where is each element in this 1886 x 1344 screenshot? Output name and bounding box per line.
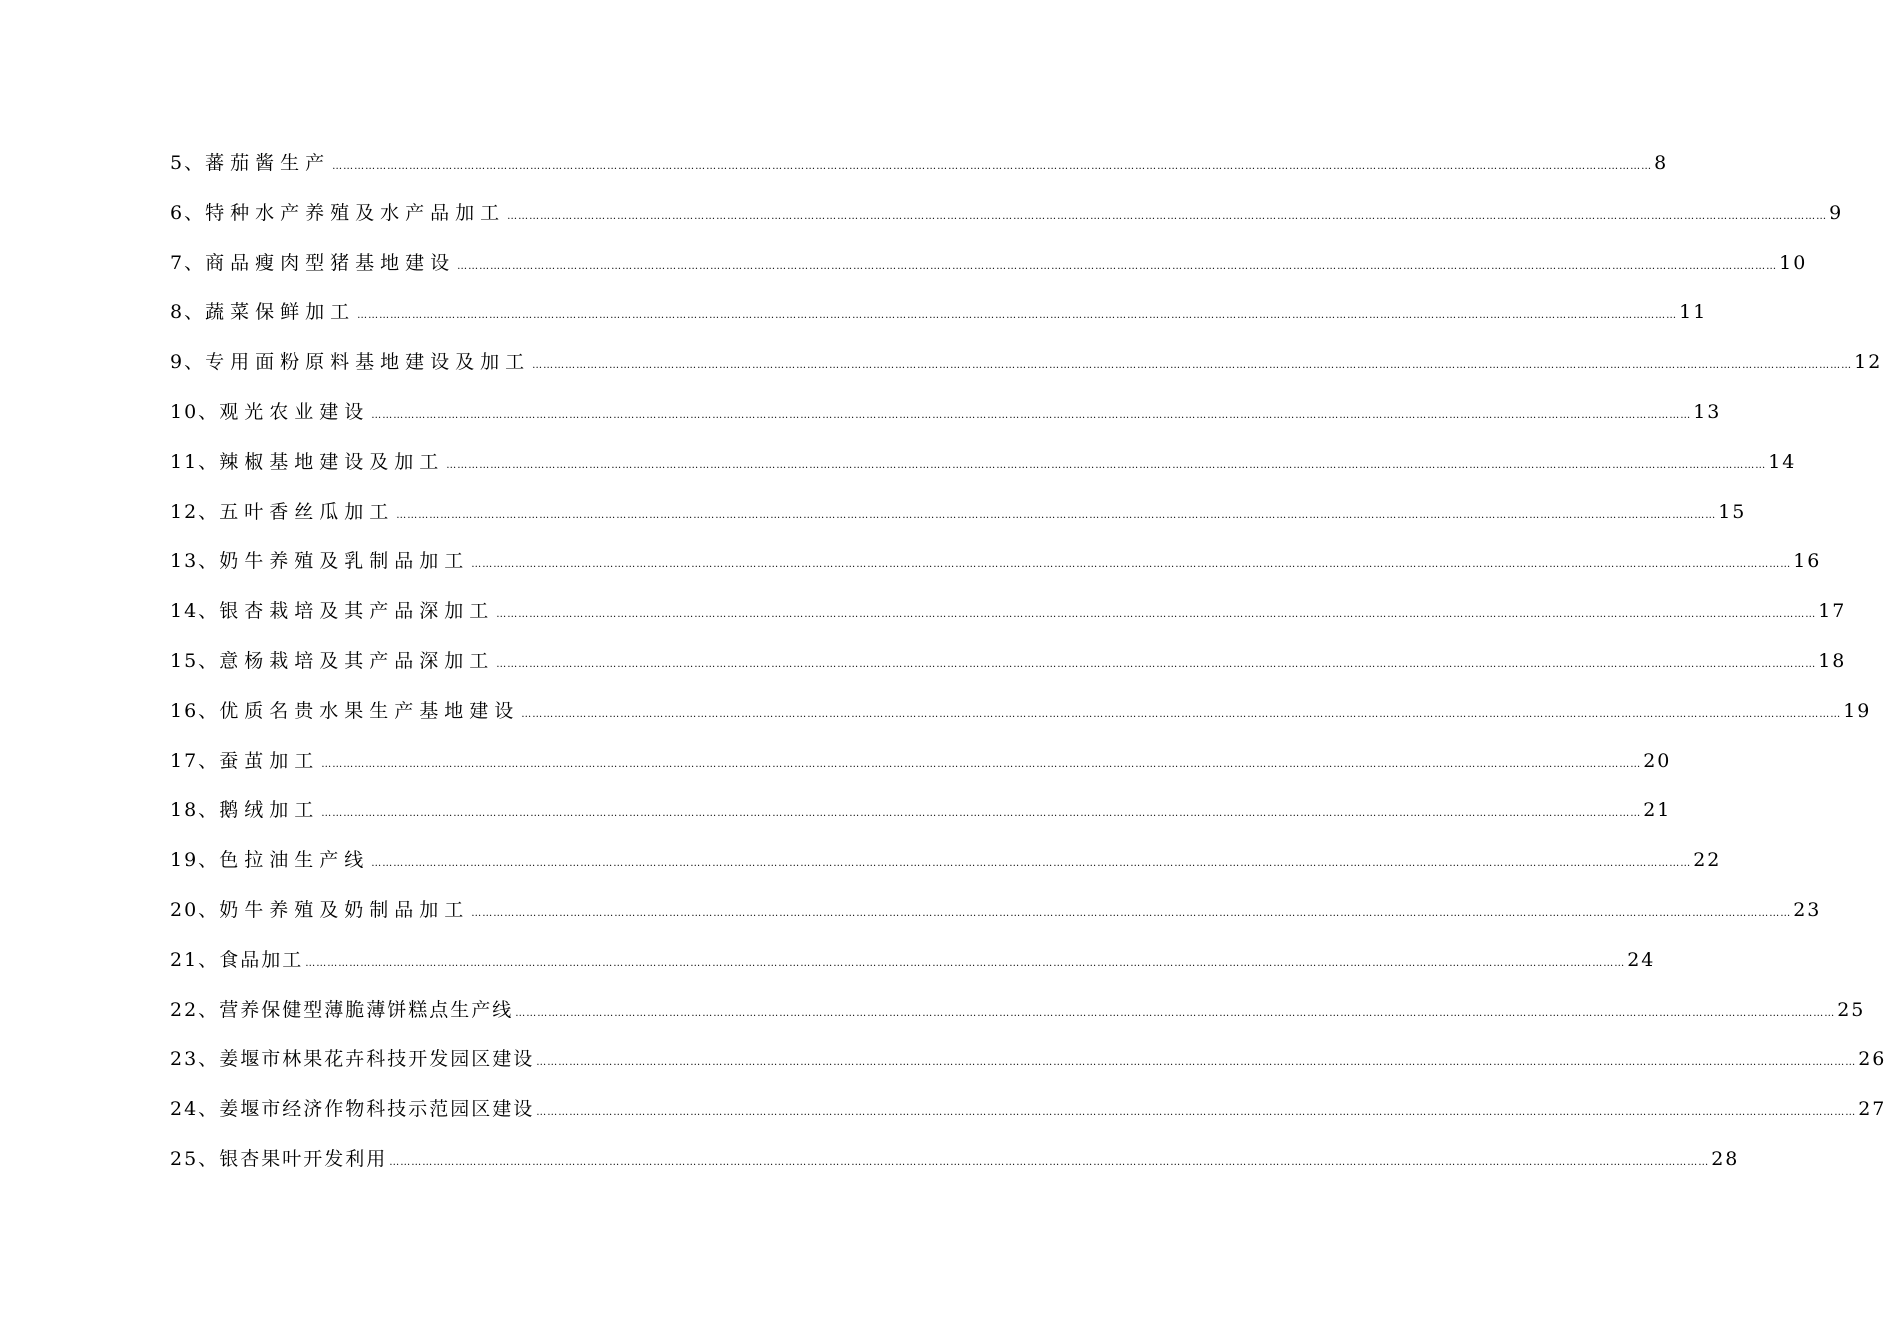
toc-entry-page: 17	[1818, 600, 1847, 623]
toc-entry	[170, 445, 1797, 495]
toc-entry-title: 姜堰市经济作物科技示范园区建设	[219, 1098, 535, 1121]
dot-leader: ………………………………………………………………………………………………………………………………………………………………………………………………………………………………………………………………………………………………………………………………	[321, 758, 1642, 770]
toc-entry	[170, 793, 1672, 843]
dot-leader: ………………………………………………………………………………………………………………………………………………………………………………………………………………………………………………………………………………………………………………………………	[521, 708, 1842, 720]
dot-leader: ………………………………………………………………………………………………………………………………………………………………………………………………………………………………………………………………………………………………………………………………	[371, 858, 1692, 870]
toc-entry-page: 14	[1768, 450, 1797, 473]
toc-entry-page: 27	[1858, 1098, 1886, 1121]
toc-entry-number: 22、	[170, 998, 220, 1021]
toc-entry-title: 蚕茧加工	[219, 749, 320, 772]
toc-entry-title: 专用面粉原料基地建设及加工	[205, 351, 531, 374]
toc-entry-number: 11、	[170, 450, 220, 473]
toc-entry-page: 24	[1627, 948, 1656, 971]
toc-entry-page: 26	[1858, 1048, 1886, 1071]
toc-entry-page: 23	[1793, 898, 1822, 921]
toc-entry	[170, 594, 1847, 644]
toc-entry-number: 5、	[170, 152, 206, 174]
toc-entry	[170, 1042, 1886, 1092]
toc-entry-page: 16	[1793, 550, 1822, 573]
toc-entry	[170, 196, 1844, 246]
toc-entry-page: 12	[1854, 351, 1883, 374]
toc-entry-title: 奶牛养殖及乳制品加工	[219, 550, 470, 573]
toc-entry-number: 9、	[170, 351, 206, 374]
dot-leader: ………………………………………………………………………………………………………………………………………………………………………………………………………………………………………………………………………………………………………………………………	[321, 808, 1642, 820]
toc-entry-number: 13、	[170, 550, 220, 573]
toc-entry	[170, 993, 1866, 1043]
toc-entry-title: 鹅绒加工	[219, 799, 320, 822]
toc-entry-number: 7、	[170, 251, 206, 274]
toc-entry-page: 22	[1693, 849, 1722, 872]
toc-entry-title: 色拉油生产线	[219, 849, 370, 872]
dot-leader: ………………………………………………………………………………………………………………………………………………………………………………………………………………………………………………………………………………………………………………………………	[496, 658, 1817, 670]
dot-leader: ………………………………………………………………………………………………………………………………………………………………………………………………………………………………………………………………………………………………………………………………	[396, 509, 1717, 521]
toc-entry-title: 辣椒基地建设及加工	[219, 450, 445, 473]
toc-entry-number: 17、	[170, 749, 220, 772]
toc-entry	[170, 295, 1708, 345]
toc-entry	[170, 246, 1808, 296]
toc-entry-title: 五叶香丝瓜加工	[219, 500, 395, 523]
dot-leader: ………………………………………………………………………………………………………………………………………………………………………………………………………………………………………………………………………………………………………………………………	[471, 907, 1792, 919]
toc-entry-title: 意杨栽培及其产品深加工	[219, 649, 495, 672]
toc-entry-title: 商品瘦肉型猪基地建设	[205, 251, 456, 274]
toc-entry-page: 8	[1654, 152, 1669, 174]
dot-leader: ………………………………………………………………………………………………………………………………………………………………………………………………………………………………………………………………………………………………………………………………	[496, 609, 1817, 621]
toc-entry-number: 12、	[170, 500, 220, 523]
dot-leader: ………………………………………………………………………………………………………………………………………………………………………………………………………………………………………………………………………………………………………………………………	[446, 459, 1767, 471]
toc-entry-title: 食品加工	[219, 948, 304, 971]
dot-leader: ………………………………………………………………………………………………………………………………………………………………………………………………………………………………………………………………………………………………………………………………	[515, 1007, 1836, 1019]
dot-leader: ………………………………………………………………………………………………………………………………………………………………………………………………………………………………………………………………………………………………………………………………	[305, 957, 1626, 969]
toc-entry	[170, 495, 1747, 545]
toc-entry-page: 9	[1829, 201, 1844, 224]
toc-entry-number: 15、	[170, 649, 220, 672]
toc-entry-title: 营养保健型薄脆薄饼糕点生产线	[219, 998, 514, 1021]
toc-entry-title: 银杏果叶开发利用	[219, 1147, 388, 1170]
toc-entry-title: 蔬菜保鲜加工	[205, 301, 356, 324]
dot-leader: ………………………………………………………………………………………………………………………………………………………………………………………………………………………………………………………………………………………………………………………………	[357, 310, 1678, 322]
toc-entry	[170, 744, 1672, 794]
toc-entry-number: 16、	[170, 699, 220, 722]
dot-leader: ………………………………………………………………………………………………………………………………………………………………………………………………………………………………………………………………………………………………………………………………	[507, 210, 1828, 222]
toc-entry	[170, 893, 1822, 943]
toc-entry-page: 18	[1818, 649, 1847, 672]
toc-entry-title: 特种水产养殖及水产品加工	[205, 201, 506, 224]
toc-entry	[170, 146, 1669, 196]
toc-entry	[170, 1092, 1886, 1142]
dot-leader: ………………………………………………………………………………………………………………………………………………………………………………………………………………………………………………………………………………………………………………………………	[536, 1107, 1857, 1119]
toc-entry-page: 11	[1679, 301, 1708, 324]
dot-leader: ………………………………………………………………………………………………………………………………………………………………………………………………………………………………………………………………………………………………………………………………	[332, 161, 1653, 172]
toc-entry-page: 25	[1837, 998, 1866, 1021]
toc-entry	[170, 644, 1847, 694]
toc-entry-title: 优质名贵水果生产基地建设	[219, 699, 520, 722]
toc-entry	[170, 943, 1656, 993]
toc-entry-title: 蕃茄酱生产	[205, 152, 331, 174]
toc-entry-number: 24、	[170, 1098, 220, 1121]
toc-entry-title: 奶牛养殖及奶制品加工	[219, 898, 470, 921]
toc-entry-number: 10、	[170, 400, 220, 423]
toc-entry-page: 13	[1693, 400, 1722, 423]
toc-entry	[170, 395, 1722, 445]
dot-leader: ………………………………………………………………………………………………………………………………………………………………………………………………………………………………………………………………………………………………………………………………	[371, 409, 1692, 421]
toc-entry-page: 19	[1843, 699, 1872, 722]
toc-entry-title: 姜堰市林果花卉科技开发园区建设	[219, 1048, 535, 1071]
table-of-contents	[170, 146, 1886, 1192]
dot-leader: ………………………………………………………………………………………………………………………………………………………………………………………………………………………………………………………………………………………………………………………………	[457, 260, 1778, 272]
toc-entry-number: 19、	[170, 849, 220, 872]
toc-entry-number: 20、	[170, 898, 220, 921]
toc-entry	[170, 544, 1822, 594]
toc-entry-page: 20	[1643, 749, 1672, 772]
toc-entry	[170, 694, 1872, 744]
toc-entry-number: 6、	[170, 201, 206, 224]
dot-leader: ………………………………………………………………………………………………………………………………………………………………………………………………………………………………………………………………………………………………………………………………	[471, 559, 1792, 571]
toc-entry-number: 18、	[170, 799, 220, 822]
dot-leader: ………………………………………………………………………………………………………………………………………………………………………………………………………………………………………………………………………………………………………………………………	[389, 1156, 1710, 1168]
toc-entry-page: 15	[1718, 500, 1747, 523]
toc-entry-title: 观光农业建设	[219, 400, 370, 423]
dot-leader: ………………………………………………………………………………………………………………………………………………………………………………………………………………………………………………………………………………………………………………………………	[536, 1057, 1857, 1069]
toc-entry	[170, 345, 1883, 395]
toc-entry	[170, 1142, 1740, 1192]
toc-entry-number: 21、	[170, 948, 220, 971]
toc-entry-page: 21	[1643, 799, 1672, 822]
toc-entry-number: 8、	[170, 301, 206, 324]
toc-entry-number: 23、	[170, 1048, 220, 1071]
toc-entry-title: 银杏栽培及其产品深加工	[219, 600, 495, 623]
toc-entry-number: 14、	[170, 600, 220, 623]
toc-entry	[170, 843, 1722, 893]
toc-entry-number: 25、	[170, 1147, 220, 1170]
toc-entry-page: 28	[1711, 1147, 1740, 1170]
toc-entry-page: 10	[1779, 251, 1808, 274]
dot-leader: ………………………………………………………………………………………………………………………………………………………………………………………………………………………………………………………………………………………………………………………………	[532, 360, 1853, 372]
